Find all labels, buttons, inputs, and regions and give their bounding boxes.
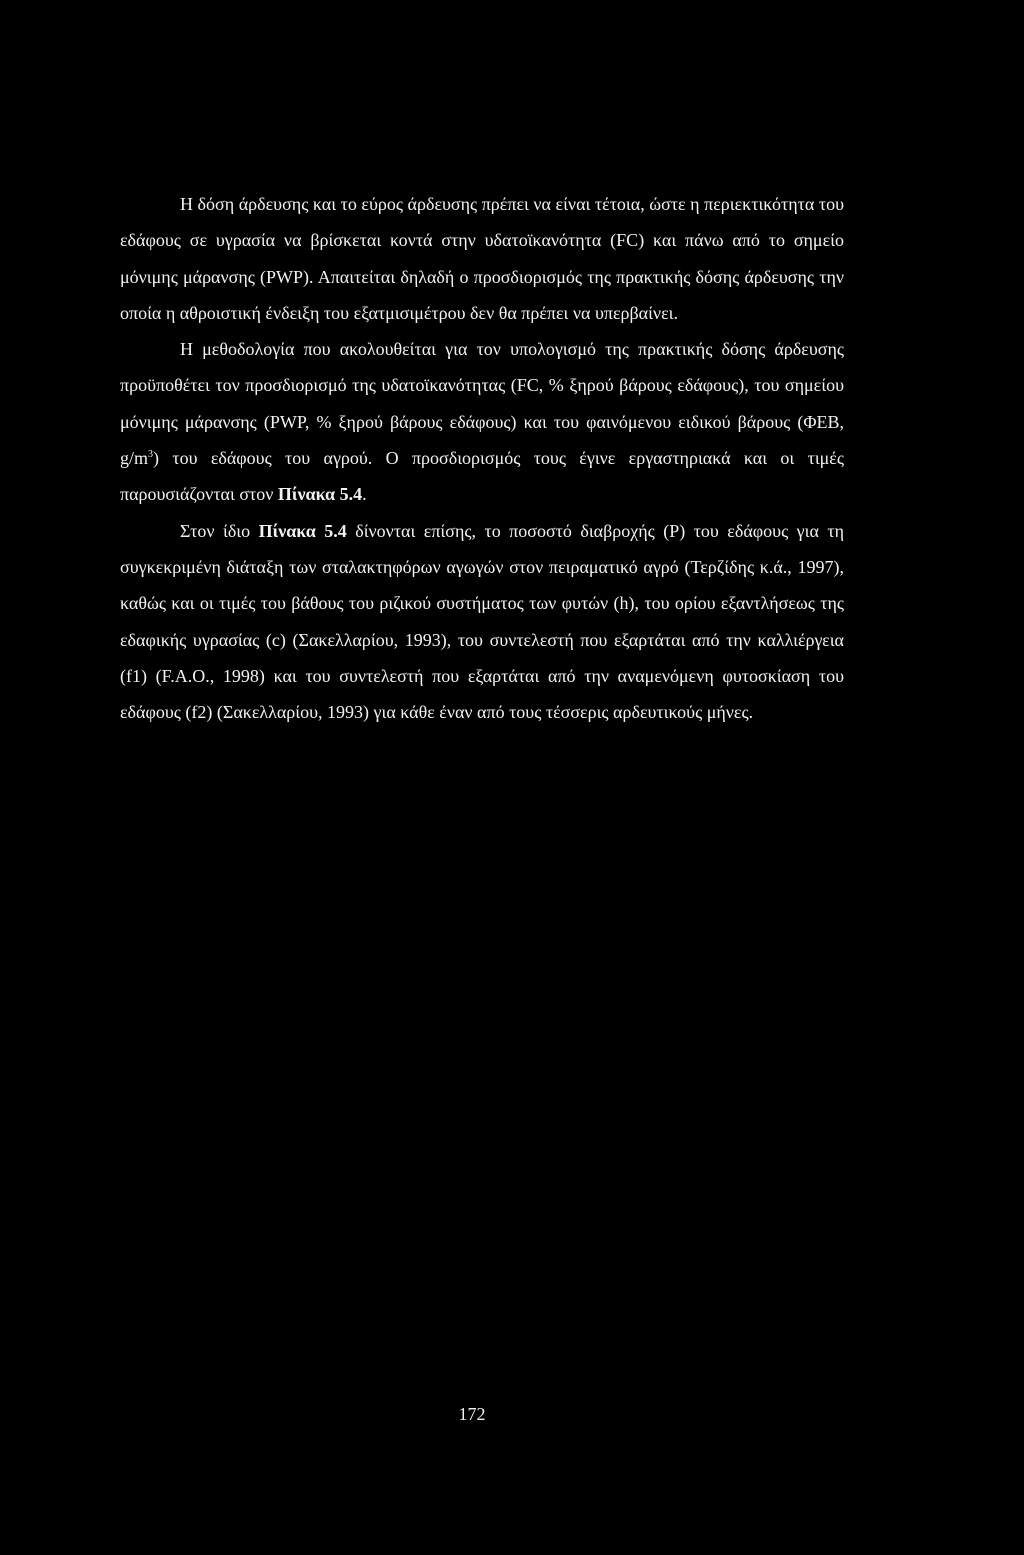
page-body xyxy=(120,186,844,730)
paragraph-irrigation-dose: Η δόση άρδευσης και το εύρος άρδευσης πρέπει να είναι τέτοια, ώστε η περιεκτικότητα του εδάφους σε υγρασία να βρίσκεται κοντά στην υδατοϊκανότητα (FC) και πάνω από το σημείο μόνιμης μάρανσης (PWP). Απαιτείται δηλαδή ο προσδιορισμός της πρακτικής δόσης άρδευσης την οποία η αθροιστική ένδειξη του εξατμισιμέτρου δεν θα πρέπει να υπερβαίνει. xyxy=(120,194,844,323)
paragraph-text: ) του εδάφους του αγρού. Ο προσδιορισμός τους έγινε εργαστηριακά και οι τιμές παρουσιάζονται στον xyxy=(120,448,844,505)
table-reference: Πίνακα 5.4 xyxy=(277,484,363,505)
superscript: 3 xyxy=(148,449,154,461)
paragraph-text: Η μεθοδολογία που ακολουθείται για τον υπολογισμό της πρακτικής δόσης άρδευσης προϋποθέτει τον προσδιορισμό της υδατοϊκανότητας (FC, % ξηρού βάρους εδάφους), του σημείου μόνιμης μάρανσης (PWP, % ξηρού βάρους εδάφους) και του φαινόμενου ειδικού βάρους (ΦΕΒ, g/m xyxy=(120,339,844,469)
paragraph-table-details xyxy=(120,513,844,731)
paragraph-text: δίνονται επίσης, το ποσοστό διαβροχής (P) του εδάφους για τη συγκεκριμένη διάταξη των σταλακτηφόρων αγωγών στον πειραματικό αγρό (Τερζίδης κ.ά., 1997), καθώς και οι τιμές του βάθους του ριζικού συστήματος των φυτών (h), του ορίου εξαντλήσεως της εδαφικής υγρασίας (c) (Σακελλαρίου, 1993), του συντελεστή που εξαρτάται από την καλλιέργεια (f1) (F.A.O., 1998) και του συντελεστή που εξαρτάται από την αναμενόμενη φυτοσκίαση του εδάφους (f2) (Σακελλαρίου, 1993) για κάθε έναν από τους τέσσερις αρδευτικούς μήνες. xyxy=(120,520,844,723)
page-number: 172 xyxy=(458,1404,486,1424)
paragraph-text: . xyxy=(362,484,367,505)
paragraph-text: Στον ίδιο xyxy=(180,520,259,541)
table-reference: Πίνακα 5.4 xyxy=(258,520,347,541)
paragraph-methodology xyxy=(120,331,844,512)
